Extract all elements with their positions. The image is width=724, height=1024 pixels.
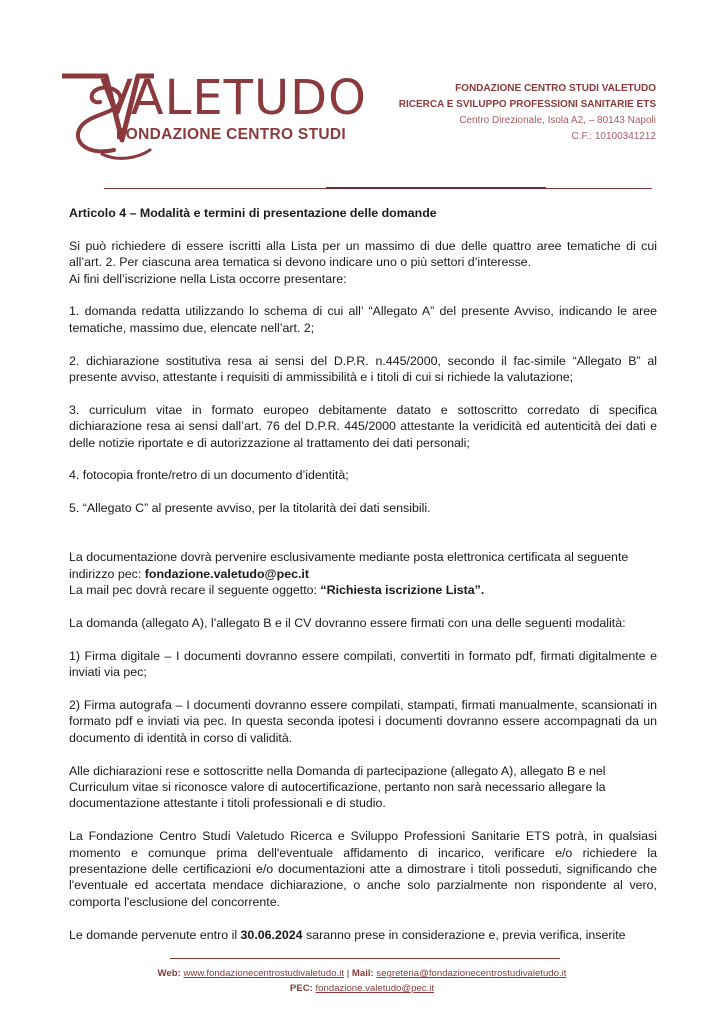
footer-web-label: Web xyxy=(157,968,178,979)
list-item-4: 4. fotocopia fronte/retro di un documento d’identità; xyxy=(69,468,349,483)
org-address: Centro Direzionale, Isola A2, – 80143 Napoli xyxy=(459,115,656,126)
subject-value: “Richiesta iscrizione Lista”. xyxy=(320,583,485,598)
footer-mail-label: Mail xyxy=(351,968,371,979)
footer-divider xyxy=(170,958,560,959)
list-item-3: 3. curriculum vitae in formato europeo debitamente datato e sottoscritto corredato di specifica dichiarazione resa ai sensi dall’art. 76 del D.P.R. 445/2000 attestante la veridicità ed autenticità dei dati e delle notizie riportate e di autorizzazione al trattamento dei dati personali; xyxy=(69,402,657,450)
footer-mail-link[interactable]: segreteria@fondazionecentrostudivaletudo.it xyxy=(376,968,567,979)
declarations-paragraph: Alle dichiarazioni rese e sottoscritte nella Domanda di partecipazione (allegato A), allegato B e nel Curriculum vitae si riconosce valore di autocertificazione, pertanto non sarà necessario allegare la documentazione attestante i titoli professionali e di studio. xyxy=(69,763,606,811)
footer-pec: PEC: fondazione.valetudo@pec.it xyxy=(289,983,435,994)
footer-pec-link[interactable]: fondazione.valetudo@pec.it xyxy=(315,983,435,994)
list-item-2: 2. dichiarazione sostitutiva resa ai sensi del D.P.R. n.445/2000, secondo il fac-simile “Allegato B” al presente avviso, attestante i requisiti di ammissibilità e i titoli di cui si richiede la valutazione; xyxy=(69,353,657,385)
verification-paragraph: La Fondazione Centro Studi Valetudo Ricerca e Sviluppo Professioni Sanitarie ETS potrà, in qualsiasi momento e comunque prima dell'eventuale affidamento di incarico, verificare e/o richiedere la presentazione delle certificazioni e/o documentazioni atte a dimostrare i titoli posseduti, significando che l'eventuale ed accertata mendace dichiarazione, o anche solo parzialmente non rispondente al vero, comporta l'esclusione del concorrente. xyxy=(69,829,657,909)
pec-text: La documentazione dovrà pervenire esclusivamente mediante posta elettronica certificata al seguente indirizzo pec: xyxy=(69,550,629,581)
pec-address: fondazione.valetudo@pec.it xyxy=(144,566,309,581)
org-subname: RICERCA E SVILUPPO PROFESSIONI SANITARIE ETS xyxy=(398,99,656,110)
signature-intro: La domanda (allegato A), l’allegato B e il CV dovranno essere firmati con una delle seguenti modalità: xyxy=(69,616,626,631)
organization-info xyxy=(399,81,656,145)
subject-paragraph xyxy=(69,582,657,598)
intro-paragraph: Si può richiedere di essere iscritti alla Lista per un massimo di due delle quattro aree tematiche di cui all’art. 2. Per ciascuna area tematica si devono indicare uno o più settori d’interesse. xyxy=(69,238,657,270)
document-body xyxy=(69,205,657,943)
subject-text: La mail pec dovrà recare il seguente oggetto: xyxy=(69,583,321,598)
deadline-text-pre: Le domande pervenute entro il xyxy=(69,927,241,942)
footer-separator: | xyxy=(346,968,350,979)
footer-web-link[interactable]: www.fondazionecentrostudivaletudo.it xyxy=(183,968,345,979)
org-name: FONDAZIONE CENTRO STUDI VALETUDO xyxy=(455,83,656,94)
list-item-5: 5. “Allegato C” al presente avviso, per la titolarità dei dati sensibili. xyxy=(69,501,431,516)
footer-pec-label: PEC xyxy=(289,983,310,994)
deadline-paragraph xyxy=(69,927,657,943)
deadline-text-post: saranno prese in considerazione e, previa verifica, inserite xyxy=(302,927,626,942)
footer-contacts: Web: www.fondazionecentrostudivaletudo.it | Mail: segreteria@fondazionecentrostudivaletudo.it xyxy=(157,968,567,979)
signature-option-1: 1) Firma digitale – I documenti dovranno essere compilati, convertiti in formato pdf, firmati digitalmente e inviati via pec; xyxy=(69,648,657,680)
signature-option-2: 2) Firma autografa – I documenti dovranno essere compilati, stampati, firmati manualmente, scansionati in formato pdf e inviati via pec. In questa seconda ipotesi i documenti dovranno essere accompagnati da un documento di identità in corso di validità. xyxy=(69,698,657,745)
header-divider-accent xyxy=(326,187,546,189)
org-tax-code: C.F.: 10100341212 xyxy=(571,131,656,142)
article-title: Articolo 4 – Modalità e termini di presentazione delle domande xyxy=(69,206,437,220)
pec-paragraph xyxy=(69,549,657,582)
list-item-1: 1. domanda redatta utilizzando lo schema di cui all’ “Allegato A” del presente Avviso, indicando le aree tematiche, massimo due, elencate nell’art. 2; xyxy=(69,304,657,335)
deadline-date: 30.06.2024 xyxy=(240,927,303,942)
logo-subtitle: FONDAZIONE CENTRO STUDI xyxy=(116,126,346,143)
logo-wordmark: VALETUDO xyxy=(100,70,367,126)
page-footer xyxy=(0,966,724,996)
intro-requirement: Ai fini dell’iscrizione nella Lista occorre presentare: xyxy=(69,271,347,286)
